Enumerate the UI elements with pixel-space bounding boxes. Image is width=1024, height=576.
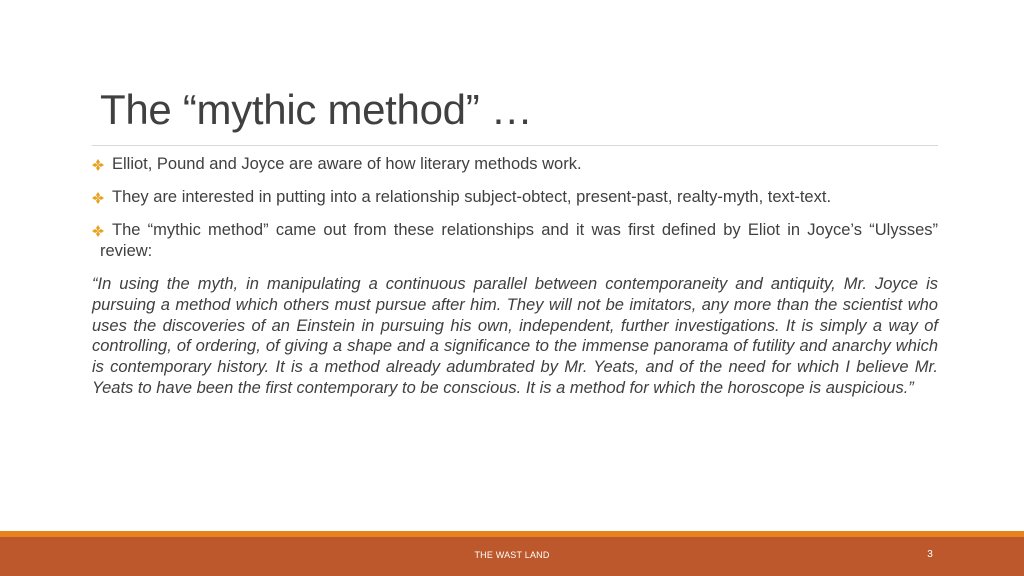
bullet-text: They are interested in putting into a relationship subject-obtect, present-past, realty-myth, text-text. <box>112 188 832 206</box>
diamond-bullet-icon <box>92 225 104 237</box>
footer-label: THE WAST LAND <box>474 550 550 560</box>
bullet-text: The “mythic method” came out from these relationships and it was first defined by Eliot in Joyce’s “Ulysses” review: <box>100 221 938 260</box>
footer-bar <box>0 537 1024 576</box>
slide-content <box>92 154 938 399</box>
diamond-bullet-icon <box>92 159 104 171</box>
bullet-text: Elliot, Pound and Joyce are aware of how literary methods work. <box>112 155 582 173</box>
bullet-item <box>92 187 938 208</box>
bullet-item <box>92 220 938 262</box>
diamond-bullet-icon <box>92 192 104 204</box>
eliot-quote: “In using the myth, in manipulating a continuous parallel between contemporaneity and antiquity, Mr. Joyce is pursuing a method which others must pursue after him. They will not be imitators, any more than the scientist who uses the discoveries of an Einstein in pursuing his own, independent, further investigations. It is simply a way of controlling, of ordering, of giving a shape and a significance to the immense panorama of futility and anarchy which is contemporary history. It is a method already adumbrated by Mr. Yeats, and of the need for which I believe Mr. Yeats to have been the first contemporary to be conscious. It is a method for which the horoscope is auspicious.” <box>92 275 938 397</box>
page-number: 3 <box>927 549 933 560</box>
title-divider <box>92 145 938 146</box>
slide-title: The “mythic method” … <box>100 86 533 133</box>
bullet-item <box>92 154 938 175</box>
